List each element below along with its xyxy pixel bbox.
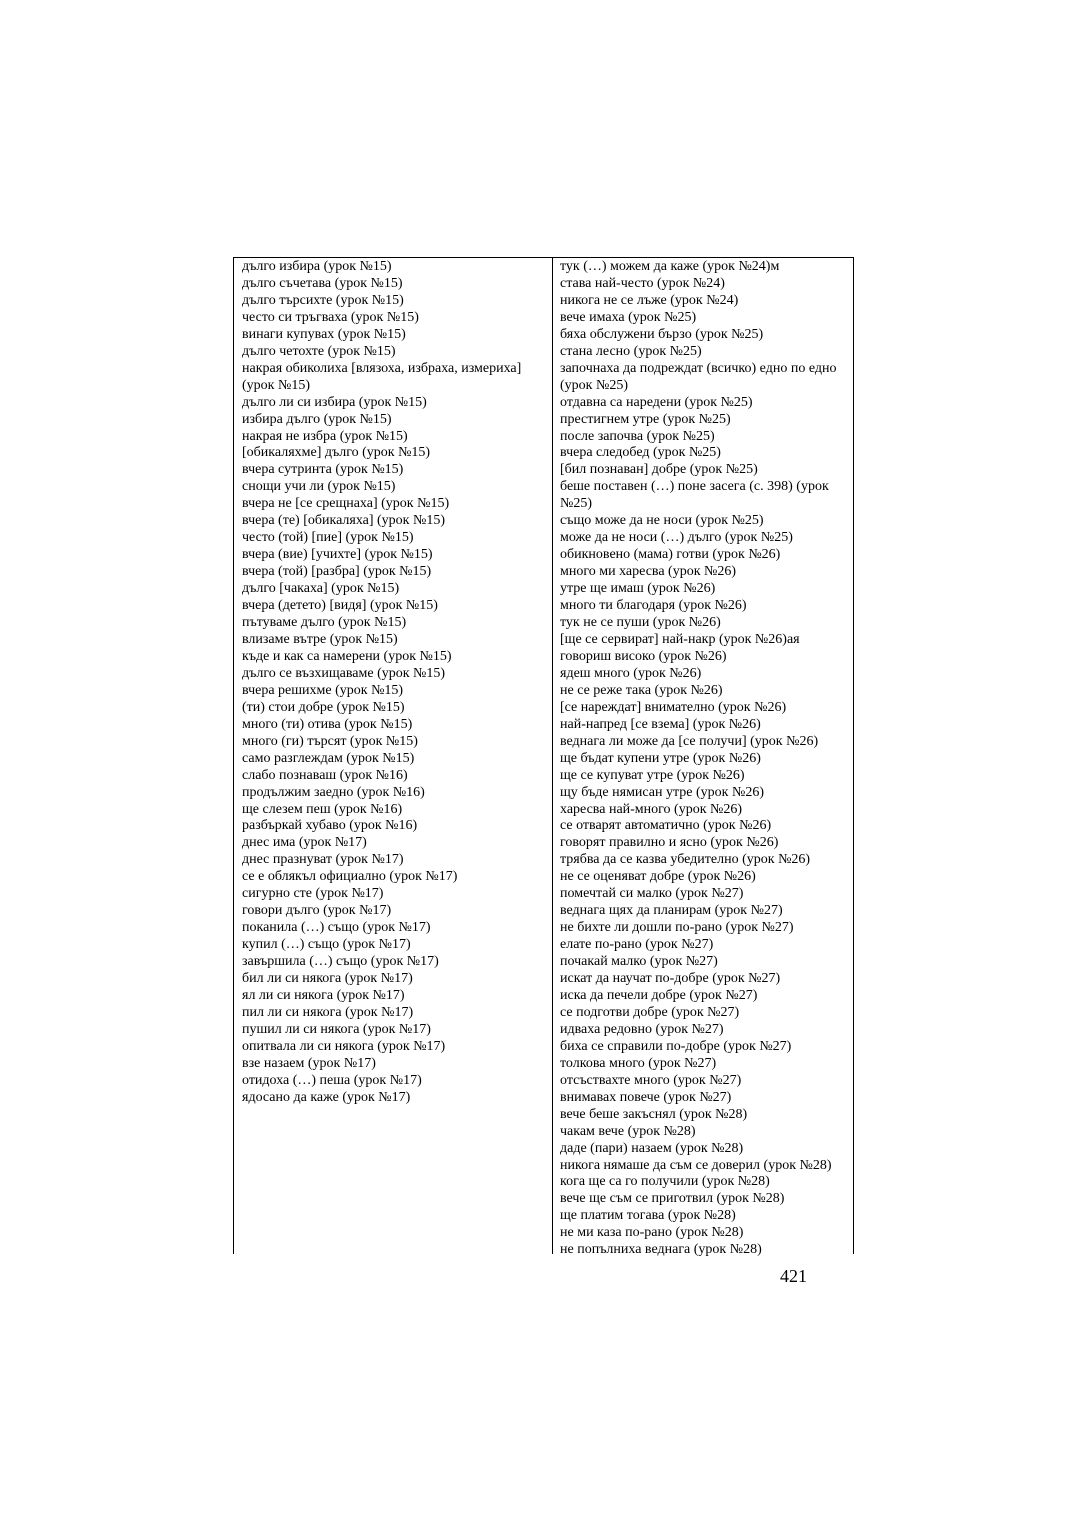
list-item: биха се справили по-добре (урок №27): [560, 1038, 792, 1054]
list-item: не се оценяват добре (урок №26): [560, 869, 756, 885]
list-item: винаги купувах (урок №15): [242, 326, 406, 342]
list-item: престигнем утре (урок №25): [560, 411, 731, 427]
list-item: се подготви добре (урок №27): [560, 1004, 740, 1020]
list-item: днес има (урок №17): [242, 835, 367, 851]
list-item: иска да печели добре (урок №27): [560, 987, 758, 1003]
list-item: помечтай си малко (урок №27): [560, 886, 744, 902]
list-item: се е облякъл официално (урок №17): [242, 869, 458, 885]
list-item: веднага ли може да [се получи] (урок №26): [560, 733, 819, 749]
list-item: вчера (те) [обикаляха] (урок №15): [242, 513, 446, 529]
list-item: [се нареждат] внимателно (урок №26): [560, 699, 787, 715]
list-item: става най-често (урок №24): [560, 275, 725, 291]
list-item: завършила (…) също (урок №17): [242, 954, 439, 970]
list-item: поканила (…) също (урок №17): [242, 920, 431, 936]
list-item: никога нямаше да съм се доверил (урок №28): [560, 1157, 832, 1173]
list-item: вече имаха (урок №25): [560, 309, 697, 325]
list-item: не се реже така (урок №26): [560, 682, 723, 698]
right-column-list: [560, 259, 850, 1259]
list-item: искат да научат по-добре (урок №27): [560, 971, 781, 987]
list-item: идваха редовно (урок №27): [560, 1021, 724, 1037]
list-item: вчера (детето) [видя] (урок №15): [242, 598, 438, 614]
list-item: утре ще имаш (урок №26): [560, 581, 716, 597]
list-item: не попълниха веднага (урок №28): [560, 1242, 762, 1258]
list-item: обикновено (мама) готви (урок №26): [560, 547, 781, 563]
list-item: може да не носи (…) дълго (урок №25): [560, 530, 793, 546]
list-item: слабо познаваш (урок №16): [242, 767, 408, 783]
list-item: дълго съчетава (урок №15): [242, 275, 403, 291]
page-number: 421: [780, 1266, 807, 1286]
list-item: внимавах повече (урок №27): [560, 1089, 732, 1105]
list-item: не ми каза по-рано (урок №28): [560, 1225, 744, 1241]
list-item: вчера (вие) [учихте] (урок №15): [242, 547, 433, 563]
list-item: опитвала ли си някога (урок №17): [242, 1038, 446, 1054]
list-item: ще се купуват утре (урок №26): [560, 767, 745, 783]
list-item: не бихте ли дошли по-рано (урок №27): [560, 920, 794, 936]
list-item: после започва (урок №25): [560, 428, 715, 444]
list-item: дълго се възхищаваме (урок №15): [242, 665, 446, 681]
list-item: ще платим тогава (урок №28): [560, 1208, 736, 1224]
list-item: много ми харесва (урок №26): [560, 564, 737, 580]
list-item: чакам вече (урок №28): [560, 1123, 696, 1139]
list-item: много (ги) търсят (урок №15): [242, 733, 418, 749]
list-item: вчера следобед (урок №25): [560, 445, 721, 461]
list-item: никога не се лъже (урок №24): [560, 292, 739, 308]
list-item: (ти) стои добре (урок №15): [242, 699, 405, 715]
list-item: пушил ли си някога (урок №17): [242, 1021, 431, 1037]
list-item: тук не се пуши (урок №26): [560, 615, 721, 631]
list-item: взе назаем (урок №17): [242, 1055, 376, 1071]
list-item: само разглеждам (урок №15): [242, 750, 415, 766]
list-item: влизаме вътре (урок №15): [242, 631, 398, 647]
list-item: продължим заедно (урок №16): [242, 784, 425, 800]
list-item: се отварят автоматично (урок №26): [560, 818, 772, 834]
list-item: говориш високо (урок №26): [560, 648, 727, 664]
list-item: толкова много (урок №27): [560, 1055, 717, 1071]
list-item: дълго избира (урок №15): [242, 259, 392, 274]
list-item: вчера не [се срещнаха] (урок №15): [242, 496, 450, 512]
list-item: ядеш много (урок №26): [560, 665, 702, 681]
list-item: вчера (той) [разбра] (урок №15): [242, 564, 432, 580]
list-item: пътуваме дълго (урок №15): [242, 615, 407, 631]
list-item: избира дълго (урок №15): [242, 411, 392, 427]
list-item: говорят правилно и ясно (урок №26): [560, 835, 779, 851]
list-item: щу бъде нямисан утре (урок №26): [560, 784, 764, 800]
list-item: ял ли си някога (урок №17): [242, 987, 405, 1003]
left-column-list: [242, 259, 547, 1107]
list-item: бил ли си някога (урок №17): [242, 971, 413, 987]
list-item: къде и как са намерени (урок №15): [242, 648, 452, 664]
list-item: дълго ли си избира (урок №15): [242, 394, 427, 410]
list-item: често (той) [пие] (урок №15): [242, 530, 414, 546]
list-item: [обикаляхме] дълго (урок №15): [242, 445, 431, 461]
list-item: харесва най-много (урок №26): [560, 801, 743, 817]
list-item: ще слезем пеш (урок №16): [242, 801, 403, 817]
list-item: почакай малко (урок №27): [560, 954, 718, 970]
list-item: пил ли си някога (урок №17): [242, 1004, 414, 1020]
list-item: ядосано да каже (урок №17): [242, 1089, 411, 1105]
list-item: вече ще съм се приготвил (урок №28): [560, 1191, 785, 1207]
list-item: също може да не носи (урок №25): [560, 513, 764, 529]
list-item: най-напред [се взема] (урок №26): [560, 716, 761, 732]
list-item: дълго търсихте (урок №15): [242, 292, 404, 308]
list-item: кога ще са го получили (урок №28): [560, 1174, 770, 1190]
list-item: започнаха да подреждат (всичко) едно по едно (урок №25): [560, 360, 837, 393]
list-item: ще бъдат купени утре (урок №26): [560, 750, 761, 766]
list-item: говори дълго (урок №17): [242, 903, 392, 919]
list-item: дълго четохте (урок №15): [242, 343, 396, 359]
list-item: веднага щях да планирам (урок №27): [560, 903, 783, 919]
list-item: даде (пари) назаем (урок №28): [560, 1140, 744, 1156]
list-item: беше поставен (…) поне засега (с. 398) (урок №25): [560, 479, 829, 512]
list-item: бяха обслужени бързо (урок №25): [560, 326, 764, 342]
list-item: стана лесно (урок №25): [560, 343, 702, 359]
list-item: разбъркай хубаво (урок №16): [242, 818, 418, 834]
list-item: отсъствахте много (урок №27): [560, 1072, 742, 1088]
list-item: днес празнуват (урок №17): [242, 852, 404, 868]
list-item: дълго [чакаха] (урок №15): [242, 581, 400, 597]
list-item: накрая обиколиха [влязоха, избраха, измериха] (урок №15): [242, 360, 522, 393]
list-item: накрая не избра (урок №15): [242, 428, 408, 444]
list-item: вчера сутринта (урок №15): [242, 462, 404, 478]
list-item: тук (…) можем да каже (урок №24)м: [560, 259, 780, 274]
list-item: често си тръгваха (урок №15): [242, 309, 419, 325]
list-item: снощи учи ли (урок №15): [242, 479, 396, 495]
list-item: [бил познаван] добре (урок №25): [560, 462, 758, 478]
list-item: сигурно сте (урок №17): [242, 886, 384, 902]
list-item: трябва да се казва убедително (урок №26): [560, 852, 811, 868]
list-item: много (ти) отива (урок №15): [242, 716, 413, 732]
column-divider: [552, 257, 553, 1254]
list-item: [ще се сервират] най-накр (урок №26)ая: [560, 631, 800, 647]
list-item: вече беше закъснял (урок №28): [560, 1106, 748, 1122]
list-item: вчера решихме (урок №15): [242, 682, 404, 698]
list-item: много ти благодаря (урок №26): [560, 598, 747, 614]
list-item: елате по-рано (урок №27): [560, 937, 714, 953]
list-item: отидоха (…) пеша (урок №17): [242, 1072, 422, 1088]
list-item: отдавна са наредени (урок №25): [560, 394, 753, 410]
list-item: купил (…) също (урок №17): [242, 937, 411, 953]
